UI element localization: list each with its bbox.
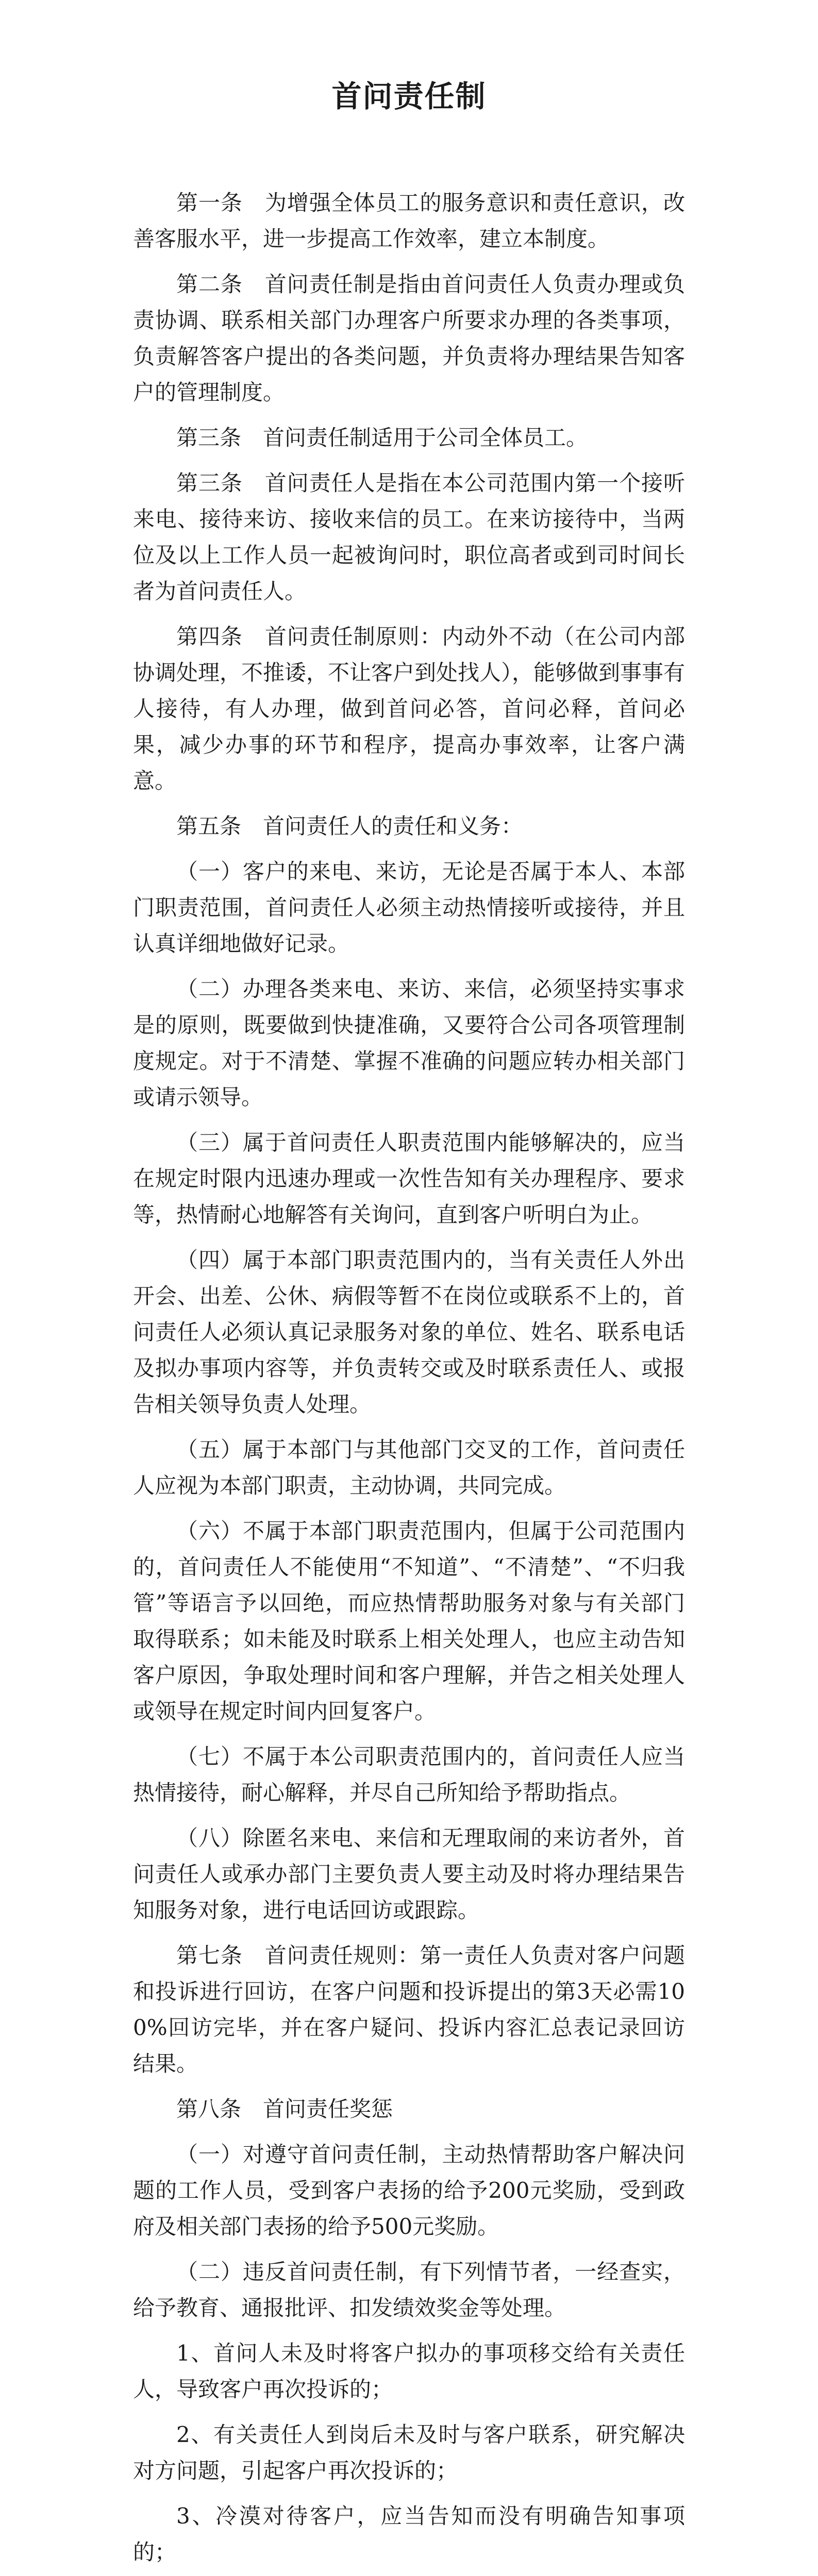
paragraph: 第二条 首问责任制是指由首问责任人负责办理或负责协调、联系相关部门办理客户所要求办理的各类事项，负责解答客户提出的各类问题，并负责将办理结果告知客户的管理制度。: [133, 272, 685, 405]
paragraph: 第三条 首问责任制适用于公司全体员工。: [176, 425, 588, 450]
paragraph: （二）办理各类来电、来访、来信，必须坚持实事求是的原则，既要做到快捷准确，又要符合公司各项管理制度规定。对于不清楚、掌握不准确的问题应转办相关部门或请示领导。: [133, 976, 685, 1110]
paragraph: （四）属于本部门职责范围内的，当有关责任人外出开会、出差、公休、病假等暂不在岗位或联系不上的，首问责任人必须认真记录服务对象的单位、姓名、联系电话及拟办事项内容等，并负责转交或及时联系责任人、或报告相关领导负责人处理。: [133, 1247, 685, 1417]
paragraph: 第三条 首问责任人是指在本公司范围内第一个接听来电、接待来访、接收来信的员工。在来访接待中，当两位及以上工作人员一起被询问时，职位高者或到司时间长者为首问责任人。: [133, 470, 685, 604]
paragraph: （一）客户的来电、来访，无论是否属于本人、本部门职责范围，首问责任人必须主动热情接听或接待，并且认真详细地做好记录。: [133, 859, 685, 956]
paragraph: 第五条 首问责任人的责任和义务：: [176, 814, 523, 839]
paragraph: 2、有关责任人到岗后未及时与客户联系，研究解决对方问题，引起客户再次投诉的；: [133, 2422, 685, 2483]
paragraph: 第八条 首问责任奖惩: [176, 2096, 393, 2122]
paragraph: （一）对遵守首问责任制，主动热情帮助客户解决问题的工作人员，受到客户表扬的给予200元奖励，受到政府及相关部门表扬的给予500元奖励。: [133, 2142, 685, 2239]
paragraph: （六）不属于本部门职责范围内，但属于公司范围内的，首问责任人不能使用“不知道”、“不清楚”、“不归我管”等语言予以回绝，而应热情帮助服务对象与有关部门取得联系；如未能及时联系上相关处理人，也应主动告知客户原因，争取处理时间和客户理解，并告之相关处理人或领导在规定时间内回复客户。: [133, 1518, 685, 1724]
paragraph: 第四条 首问责任制原则：内动外不动（在公司内部协调处理，不推诿，不让客户到处找人），能够做到事事有人接待，有人办理，做到首问必答，首问必释，首问必果，减少办事的环节和程序，提高办事效率，让客户满意。: [133, 624, 686, 793]
paragraph: （二）违反首问责任制，有下列情节者，一经查实，给予教育、通报批评、扣发绩效奖金等处理。: [133, 2259, 685, 2320]
paragraph: 第七条 首问责任规则：第一责任人负责对客户问题和投诉进行回访，在客户问题和投诉提出的第3天必需100%回访完毕，并在客户疑问、投诉内容汇总表记录回访结果。: [133, 1943, 685, 2076]
document-title: 首问责任制: [331, 79, 487, 114]
paragraph: 1、首问人未及时将客户拟办的事项移交给有关责任人，导致客户再次投诉的；: [133, 2341, 685, 2402]
paragraph: （五）属于本部门与其他部门交叉的工作，首问责任人应视为本部门职责，主动协调，共同完成。: [133, 1437, 685, 1498]
paragraph: （七）不属于本公司职责范围内的，首问责任人应当热情接待，耐心解释，并尽自己所知给予帮助指点。: [133, 1744, 685, 1805]
paragraph: 第一条 为增强全体员工的服务意识和责任意识，改善客服水平，进一步提高工作效率，建立本制度。: [133, 190, 685, 251]
document-body: [133, 185, 685, 2576]
paragraph: （三）属于首问责任人职责范围内能够解决的，应当在规定时限内迅速办理或一次性告知有关办理程序、要求等，热情耐心地解答有关询问，直到客户听明白为止。: [133, 1130, 685, 1227]
paragraph: （八）除匿名来电、来信和无理取闹的来访者外，首问责任人或承办部门主要负责人要主动及时将办理结果告知服务对象，进行电话回访或跟踪。: [133, 1825, 685, 1923]
paragraph: 3、冷漠对待客户，应当告知而没有明确告知事项的；: [133, 2503, 685, 2565]
